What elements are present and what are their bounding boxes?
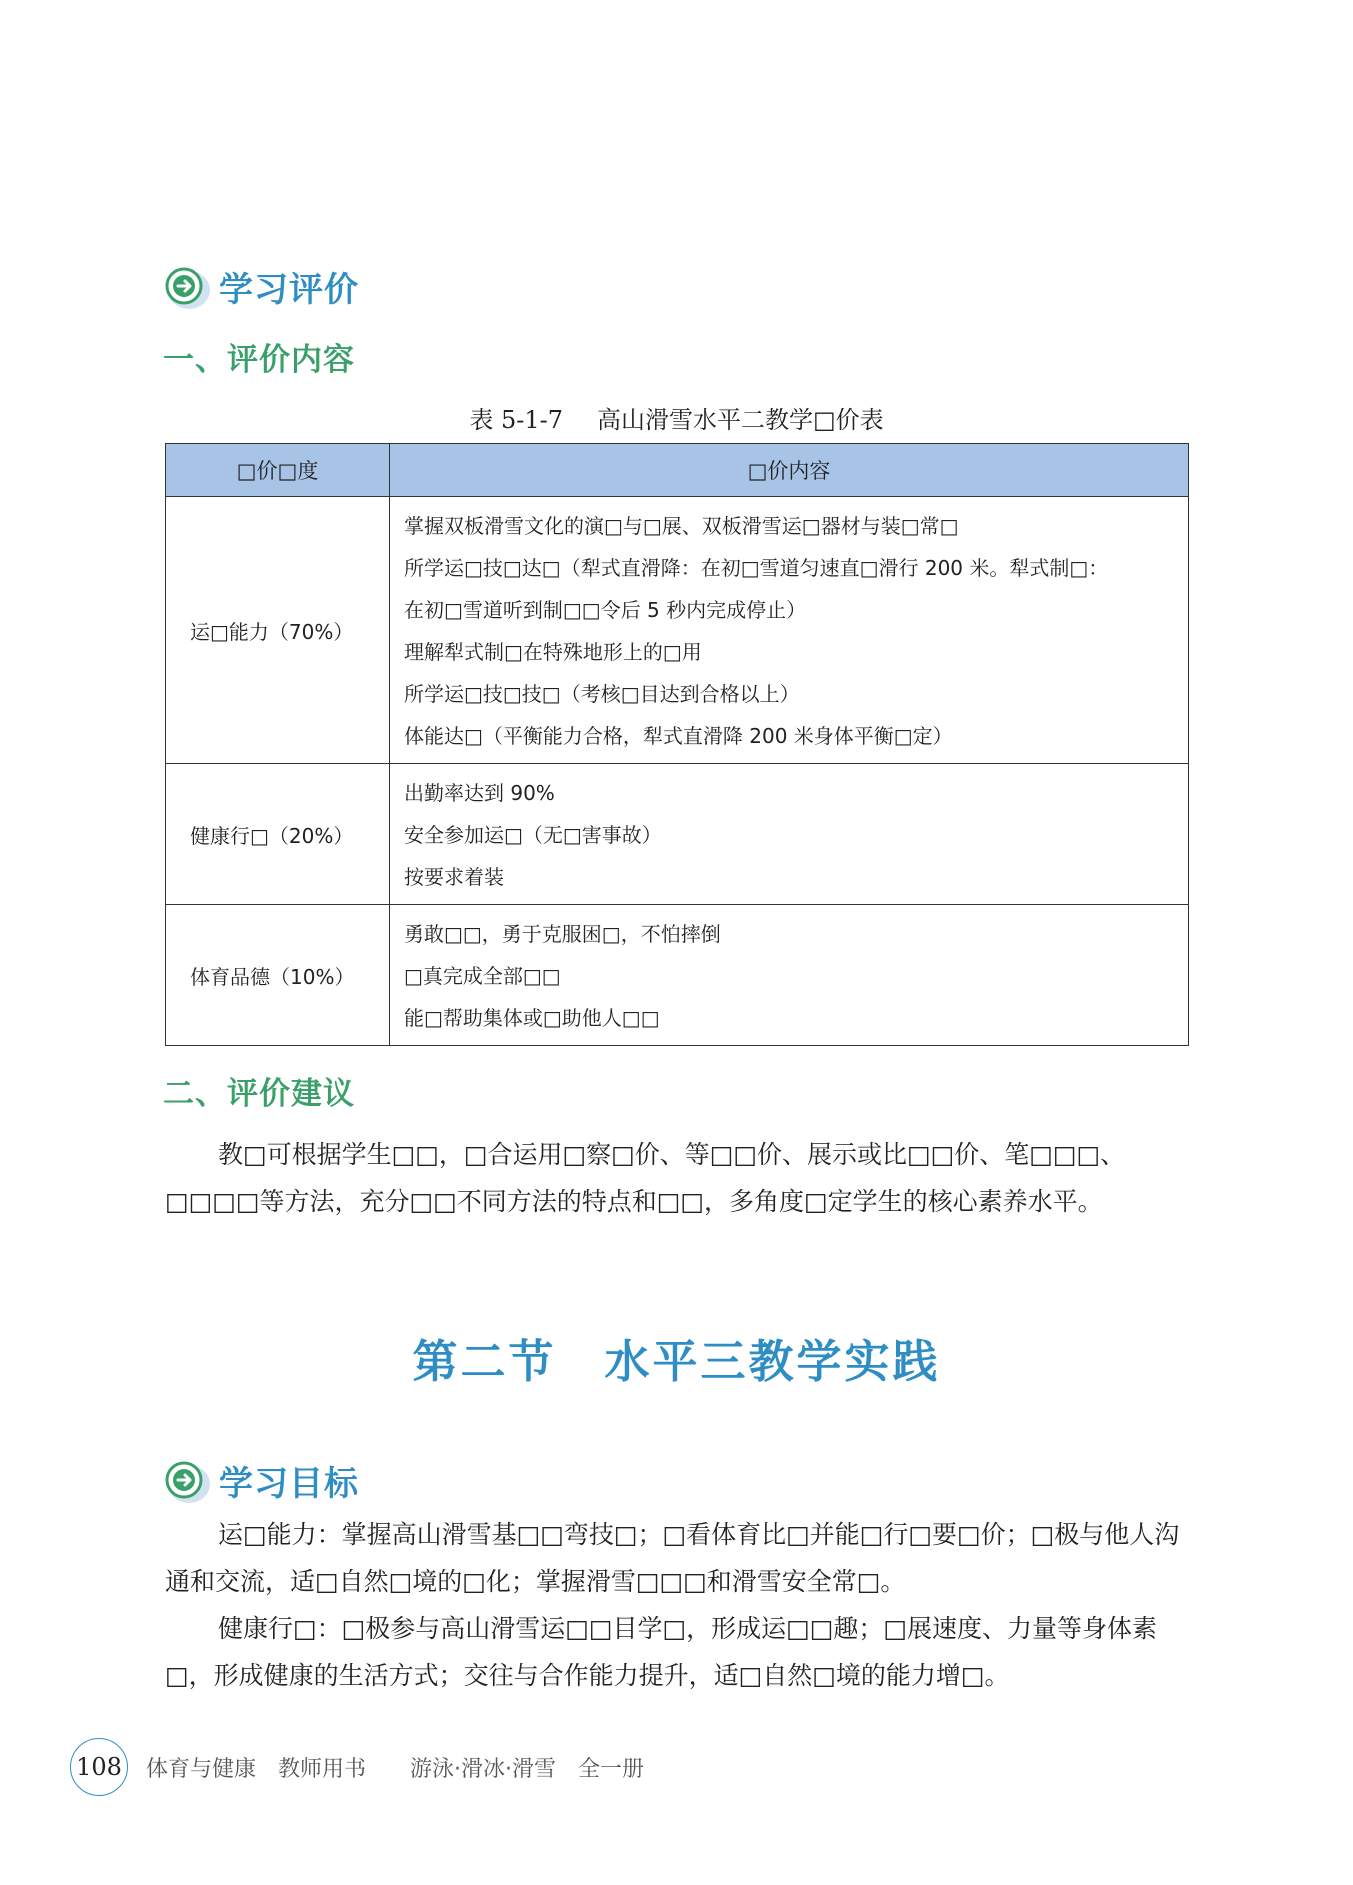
- goal-paragraph: 健康行□：□极参与高山滑雪运□□目学□，形成运□□趣；□展速度、力量等身体素□，形成健康的生活方式；交往与合作能力提升，适□自然□境的能力增□。: [165, 1614, 1157, 1690]
- table-row: [166, 764, 1189, 905]
- section-heading-learning-evaluation: [163, 262, 359, 311]
- content-line: 掌握双板滑雪文化的演□与□展、双板滑雪运□器材与装□常□: [404, 514, 959, 538]
- table-caption: [0, 400, 1353, 435]
- advice-text: 教□可根据学生□□，□合运用□察□价、等□□价、展示或比□□价、笔□□□、□□□□等方法，充分□□不同方法的特点和□□，多角度□定学生的核心素养水平。: [165, 1140, 1126, 1216]
- table-row: [166, 905, 1189, 1046]
- advice-paragraph: [165, 1131, 1195, 1225]
- content-line: 按要求着装: [404, 865, 504, 889]
- arrow-right-icon: [163, 1459, 207, 1503]
- dimension-cell: 体育品德（10%）: [166, 905, 390, 1046]
- section-big-title: 第二节 水平三教学实践: [412, 1335, 941, 1388]
- content-cell: [390, 905, 1189, 1046]
- dimension-cell: 健康行□（20%）: [166, 764, 390, 905]
- content-line: 勇敢□□，勇于克服困□，不怕摔倒: [404, 922, 721, 946]
- table-caption-title: 高山滑雪水平二教学□价表: [596, 406, 884, 434]
- content-line: 能□帮助集体或□助他人□□: [404, 1006, 660, 1030]
- page-number: 108: [70, 1738, 128, 1796]
- content-cell: [390, 497, 1189, 764]
- table-header-row: [166, 444, 1189, 497]
- arrow-right-icon: [163, 265, 207, 309]
- section-heading-learning-goals: [163, 1456, 359, 1505]
- content-cell: [390, 764, 1189, 905]
- goal-paragraph: 运□能力：掌握高山滑雪基□□弯技□；□看体育比□并能□行□要□价；□极与他人沟通和交流，适□自然□境的□化；掌握滑雪□□□和滑雪安全常□。: [165, 1520, 1180, 1596]
- section-title: 学习目标: [219, 1464, 359, 1504]
- content-line: 所学运□技□达□（犁式直滑降：在初□雪道匀速直□滑行 200 米。犁式制□：: [404, 556, 1109, 580]
- content-line: □真完成全部□□: [404, 964, 561, 988]
- content-line: 安全参加运□（无□害事故）: [404, 823, 662, 847]
- content-line: 出勤率达到 90%: [404, 781, 555, 805]
- dimension-cell: 运□能力（70%）: [166, 497, 390, 764]
- footer-book-title: 体育与健康 教师用书 游泳·滑冰·滑雪 全一册: [146, 1756, 644, 1782]
- subheading-evaluation-content: 一、评价内容: [163, 342, 355, 378]
- content-line: 所学运□技□技□（考核□目达到合格以上）: [404, 682, 800, 706]
- header-content: □价内容: [390, 444, 1189, 497]
- subheading-evaluation-advice: 二、评价建议: [163, 1076, 355, 1112]
- content-line: 体能达□（平衡能力合格，犁式直滑降 200 米身体平衡□定）: [404, 724, 953, 748]
- goals-paragraphs: [165, 1511, 1195, 1699]
- table-row: [166, 497, 1189, 764]
- section-title: 学习评价: [219, 270, 359, 310]
- content-line: 理解犁式制□在特殊地形上的□用: [404, 640, 702, 664]
- evaluation-table: [165, 443, 1189, 1046]
- content-line: 在初□雪道听到制□□令后 5 秒内完成停止）: [404, 598, 807, 622]
- header-dimension: □价□度: [166, 444, 390, 497]
- table-number: 表 5-1-7: [469, 406, 563, 434]
- page-footer: [70, 1738, 644, 1796]
